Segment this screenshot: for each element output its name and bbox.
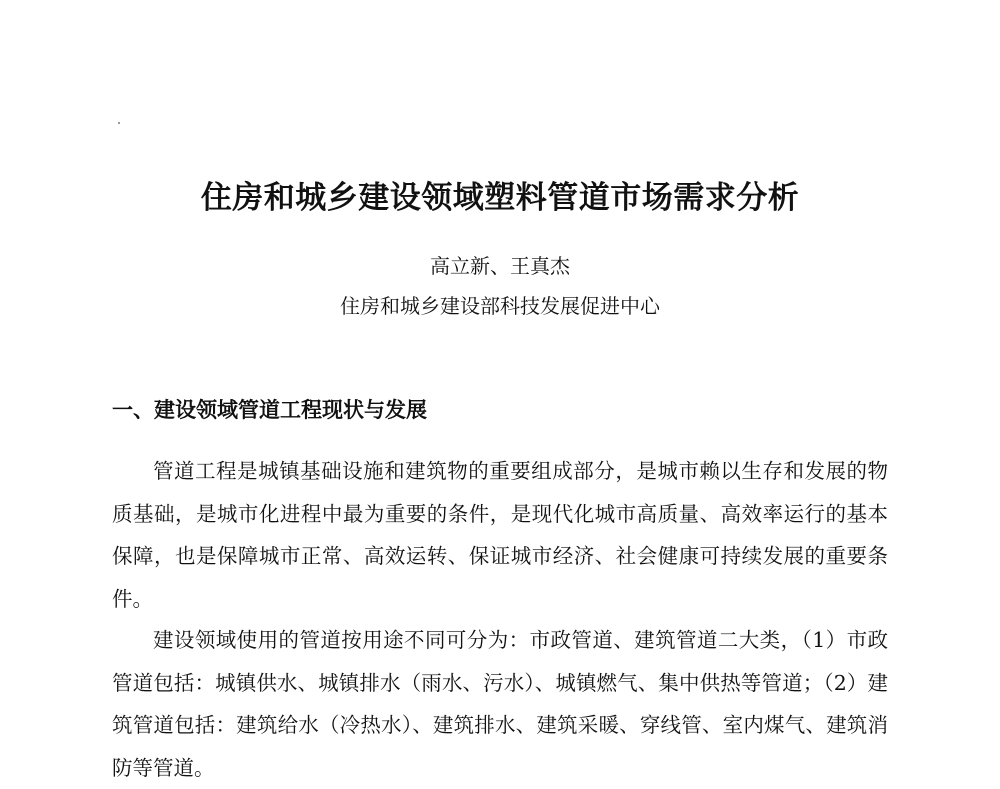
paragraph-2: 建设领域使用的管道按用途不同可分为：市政管道、建筑管道二大类，（1）市政管道包括：城镇供水、城镇排水（雨水、污水）、城镇燃气、集中供热等管道；（2）建筑管道包括：建筑给水（冷热水）、建筑排水、建筑采暖、穿线管、室内煤气、建筑消防等管道。: [112, 628, 888, 780]
scan-speck: [118, 122, 120, 124]
section-heading: 一、建设领域管道工程现状与发展: [112, 398, 427, 422]
authors: 高立新、王真杰: [430, 254, 570, 278]
page-title: 住房和城乡建设领域塑料管道市场需求分析: [200, 180, 800, 216]
paragraph-1: 管道工程是城镇基础设施和建筑物的重要组成部分，是城市赖以生存和发展的物质基础，是城市化进程中最为重要的条件，是现代化城市高质量、高效率运行的基本保障，也是保障城市正常、高效运转、保证城市经济、社会健康可持续发展的重要条件。: [112, 459, 888, 611]
affiliation: 住房和城乡建设部科技发展促进中心: [340, 294, 660, 318]
